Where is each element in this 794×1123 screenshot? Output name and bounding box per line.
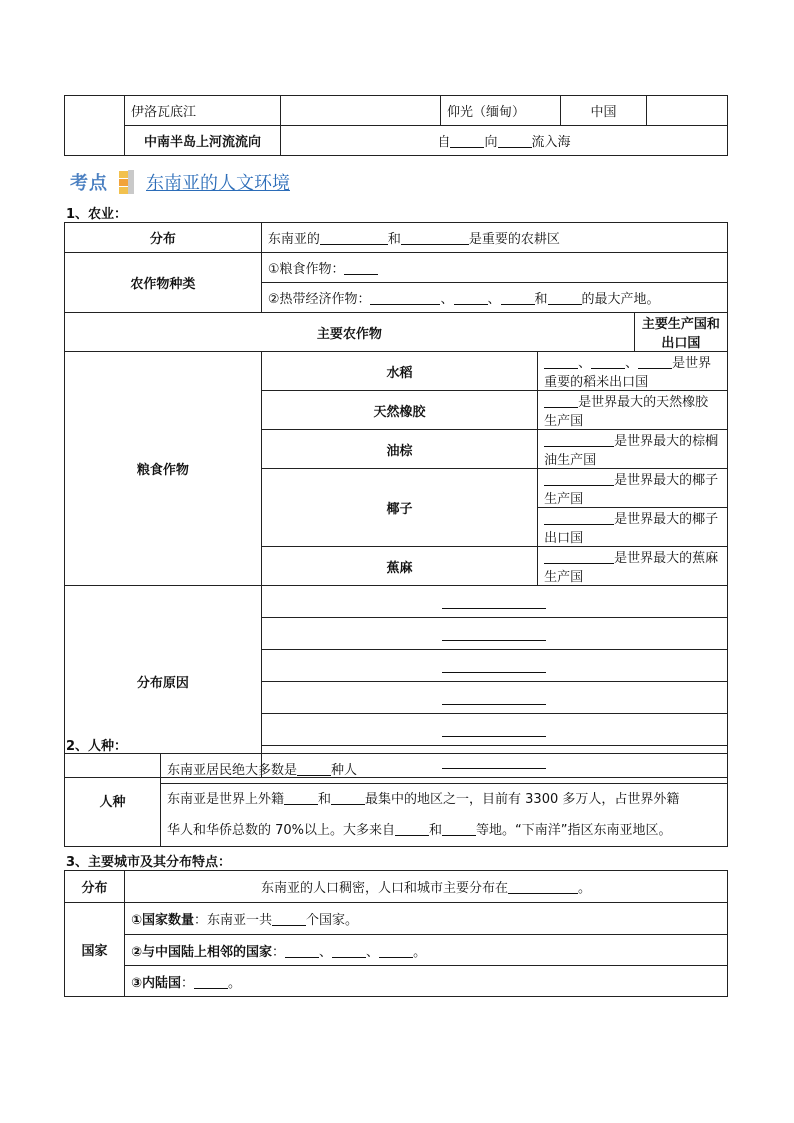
river-table <box>64 95 728 156</box>
col-header-countries: 主要生产国和出口国 <box>634 313 727 352</box>
race-table <box>64 753 728 847</box>
blank-cell-2 <box>647 96 728 126</box>
country-label: 国家 <box>65 903 125 997</box>
river-name: 伊洛瓦底江 <box>125 96 281 126</box>
river-country: 中国 <box>561 96 647 126</box>
crop-coconut: 椰子 <box>261 469 537 547</box>
race-line-2: 东南亚是世界上外籍 和 最集中的地区之一，目前有 3300 多万人，占世界外籍 华人和华侨总数的 70%以上。大多来自 和 等地。“下南洋”指区东南亚地区。 <box>161 784 728 847</box>
reason-line <box>261 618 727 650</box>
crop-rice: 水稻 <box>261 352 537 391</box>
kaodian-title: 东南亚的人文环境 <box>146 173 290 194</box>
rice-text: 、 、 是世界重要的稻米出口国 <box>538 352 728 391</box>
blank-cell <box>65 96 125 156</box>
col-header-crops: 主要农作物 <box>65 313 635 352</box>
reason-line <box>261 682 727 714</box>
crop-rubber: 天然橡胶 <box>261 391 537 430</box>
palm-text: 是世界最大的棕榈油生产国 <box>538 430 728 469</box>
crops-label: 农作物种类 <box>65 253 262 313</box>
group-label: 粮食作物 <box>65 352 262 586</box>
city-table <box>64 870 728 997</box>
food-crops: ①粮食作物： <box>261 253 727 283</box>
dist-label: 分布 <box>65 223 262 253</box>
coconut-text-2: 是世界最大的椰子出口国 <box>538 508 728 547</box>
agri-table <box>64 222 728 778</box>
coconut-text-1: 是世界最大的椰子生产国 <box>538 469 728 508</box>
neighbor-countries: ②与中国陆上相邻的国家： 、 、 。 <box>125 935 728 966</box>
reason-line <box>261 586 727 618</box>
reason-label: 分布原因 <box>65 586 262 778</box>
spacer-cell <box>281 96 441 126</box>
city-heading: 3、主要城市及其分布特点： <box>66 855 232 870</box>
flow-label: 中南半岛上河流流向 <box>125 126 281 156</box>
reason-line <box>261 714 727 746</box>
kaodian-label: 考点 <box>70 173 108 194</box>
city-dist-text: 东南亚的人口稠密，人口和城市主要分布在 。 <box>125 871 728 903</box>
dist-text: 东南亚的 和 是重要的农耕区 <box>261 223 727 253</box>
crop-palm: 油棕 <box>261 430 537 469</box>
flow-text: 自 向 流入海 <box>281 126 728 156</box>
agri-heading: 1、农业： <box>66 207 128 222</box>
river-city: 仰光（缅甸） <box>441 96 561 126</box>
country-count: ①国家数量：东南亚一共 个国家。 <box>125 903 728 935</box>
race-heading: 2、人种： <box>66 739 128 754</box>
rubber-text: 是世界最大的天然橡胶生产国 <box>538 391 728 430</box>
race-label: 人种 <box>65 754 161 847</box>
cash-crops: ②热带经济作物： 、 、 和 的最大产地。 <box>261 283 727 313</box>
crop-abaca: 蕉麻 <box>261 547 537 586</box>
landlocked-country: ③内陆国： 。 <box>125 966 728 997</box>
city-dist-label: 分布 <box>65 871 125 903</box>
race-line-1: 东南亚居民绝大多数是 种人 <box>161 754 728 784</box>
abaca-text: 是世界最大的蕉麻生产国 <box>538 547 728 586</box>
reason-line <box>261 650 727 682</box>
book-icon <box>118 169 136 195</box>
section-header <box>70 168 290 196</box>
